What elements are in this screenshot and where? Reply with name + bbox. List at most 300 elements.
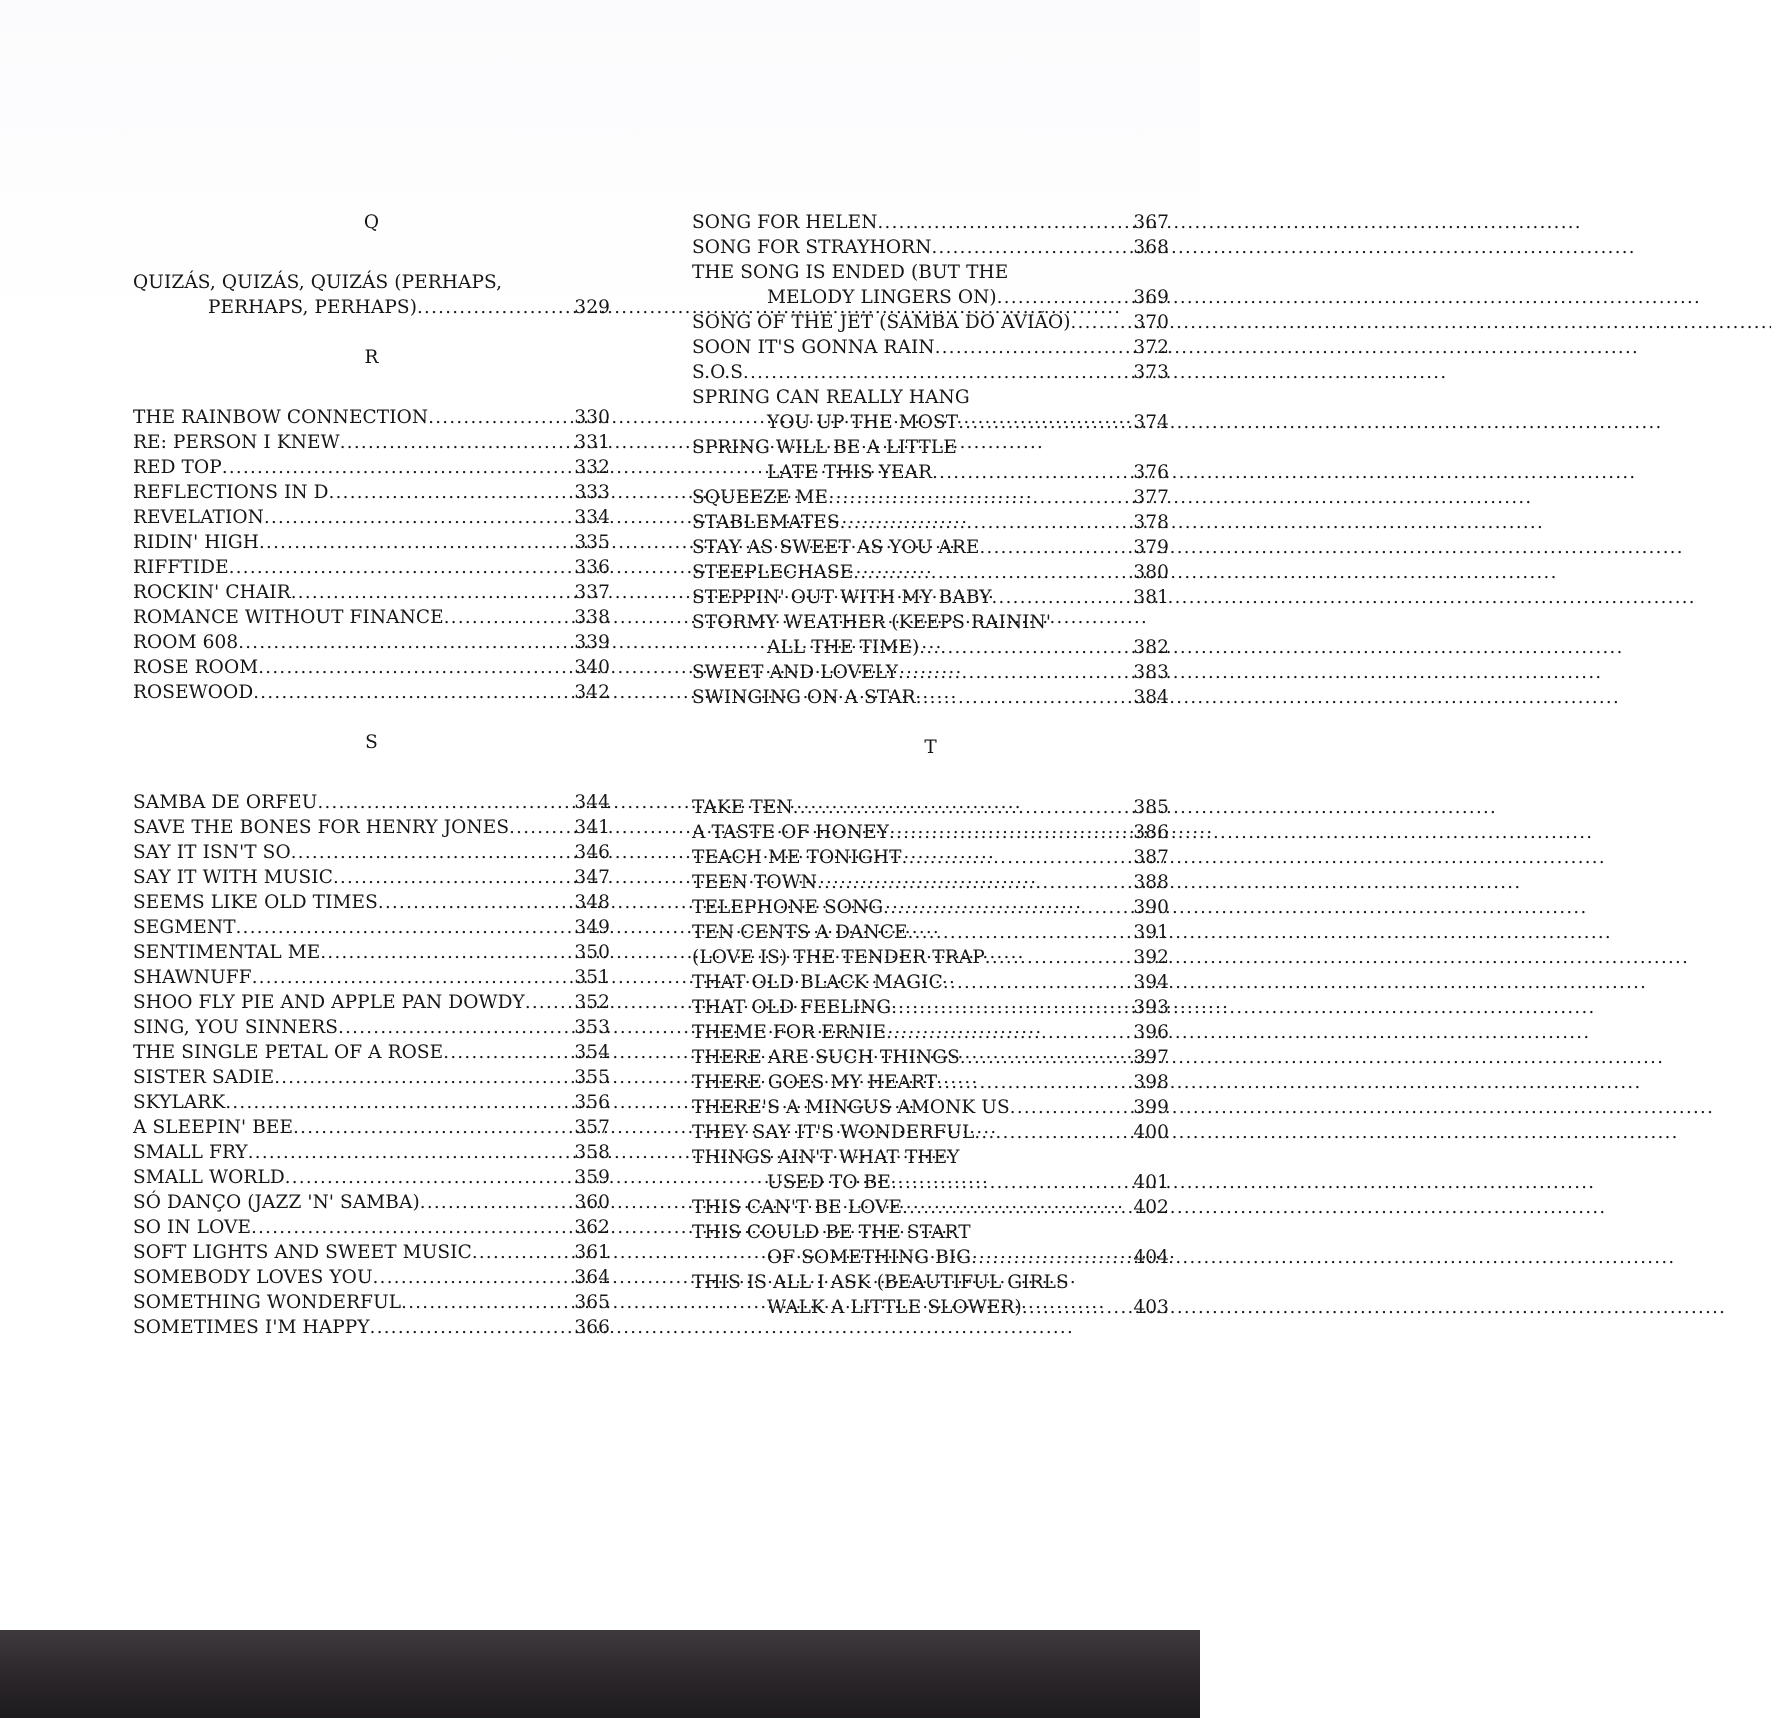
index-entry-line	[692, 1295, 1169, 1320]
song-title: SWEET AND LOVELY	[692, 662, 899, 683]
page-number: 356	[574, 1092, 610, 1113]
song-title: ROSE ROOM	[133, 657, 259, 678]
song-title: ROMANCE WITHOUT FINANCE	[133, 607, 444, 628]
dot-leader	[992, 585, 1133, 610]
index-entry-line	[692, 1170, 1169, 1195]
song-title: SENTIMENTAL ME	[133, 942, 321, 963]
index-entry-line	[133, 580, 610, 605]
dot-leader	[902, 1195, 1132, 1220]
song-title: A TASTE OF HONEY	[692, 822, 890, 843]
scan-bottom-edge	[0, 1630, 1200, 1718]
song-title: THINGS AIN'T WHAT THEY	[692, 1147, 960, 1168]
page-number: 329	[574, 297, 610, 318]
index-entry-line	[133, 865, 610, 890]
index-entry	[692, 235, 1169, 260]
dot-leader	[883, 895, 1132, 920]
dot-leader	[222, 455, 574, 480]
index-entry-line	[692, 945, 1169, 970]
index-entry-line	[133, 965, 610, 990]
song-title: SAVE THE BONES FOR HENRY JONES	[133, 817, 510, 838]
song-title: ROOM 608	[133, 632, 239, 653]
dot-leader	[340, 430, 574, 455]
index-entry-line	[133, 1165, 610, 1190]
song-title: THIS CAN'T BE LOVE	[692, 1197, 903, 1218]
index-entry-line	[133, 1065, 610, 1090]
page-number: 337	[574, 582, 610, 603]
dot-leader	[974, 1120, 1132, 1145]
page-number: 381	[1133, 587, 1169, 608]
index-entry-line	[133, 605, 610, 630]
dot-leader	[1022, 1295, 1133, 1320]
index-entry-line	[692, 235, 1169, 260]
index-entry-line	[133, 940, 610, 965]
index-entry-line	[692, 535, 1169, 560]
page-number: 365	[574, 1292, 610, 1313]
song-title: LATE THIS YEAR	[767, 462, 933, 483]
index-entry	[133, 1165, 610, 1190]
index-entry	[692, 920, 1169, 945]
dot-leader	[817, 870, 1132, 895]
song-title: SEEMS LIKE OLD TIMES	[133, 892, 378, 913]
index-entry-line	[692, 795, 1169, 820]
song-title: OF SOMETHING BIG	[767, 1247, 972, 1268]
index-entry	[133, 990, 610, 1015]
song-title: SOON IT'S GONNA RAIN	[692, 337, 935, 358]
dot-leader	[853, 560, 1132, 585]
index-entry	[133, 580, 610, 605]
index-entry-line	[692, 1220, 1169, 1245]
dot-leader	[980, 535, 1133, 560]
page-number: 340	[574, 657, 610, 678]
page-number: 379	[1133, 537, 1169, 558]
page-number: 334	[574, 507, 610, 528]
index-entry-line	[133, 790, 610, 815]
song-title: RIFFTIDE	[133, 557, 229, 578]
page-number: 338	[574, 607, 610, 628]
section-spacer	[133, 235, 610, 270]
section-letter: Q	[363, 212, 380, 233]
index-entry-line	[133, 890, 610, 915]
page-number: 370	[1133, 312, 1169, 333]
index-entry	[133, 965, 610, 990]
dot-leader	[1071, 310, 1133, 335]
index-entry	[133, 655, 610, 680]
song-title: ROCKIN' CHAIR	[133, 582, 291, 603]
page-number: 348	[574, 892, 610, 913]
dot-leader	[509, 815, 573, 840]
index-entry-line	[133, 1015, 610, 1040]
dot-leader	[985, 945, 1133, 970]
page-number: 377	[1133, 487, 1169, 508]
index-entry-line	[692, 510, 1169, 535]
index-entry	[133, 840, 610, 865]
index-entry-line	[133, 555, 610, 580]
index-entry	[133, 1190, 610, 1215]
dot-leader	[238, 630, 573, 655]
index-entry-line	[133, 1215, 610, 1240]
page-number: 346	[574, 842, 610, 863]
song-title: SPRING WILL BE A LITTLE	[692, 437, 957, 458]
page-number: 399	[1133, 1097, 1169, 1118]
index-entry	[692, 1270, 1169, 1320]
index-entry-line	[133, 1290, 610, 1315]
index-entry	[133, 555, 610, 580]
dot-leader	[919, 635, 1132, 660]
index-entry	[133, 455, 610, 480]
index-entry-line	[692, 995, 1169, 1020]
page-number: 390	[1133, 897, 1169, 918]
song-title: SKYLARK	[133, 1092, 226, 1113]
index-entry-line	[692, 385, 1169, 410]
dot-leader	[248, 1140, 574, 1165]
dot-leader	[743, 360, 1132, 385]
song-title: SWINGING ON A STAR	[692, 687, 916, 708]
index-entry	[133, 530, 610, 555]
dot-leader	[935, 335, 1133, 360]
dot-leader	[264, 505, 573, 530]
index-entry	[692, 1070, 1169, 1095]
index-entry	[133, 480, 610, 505]
song-title: THEME FOR ERNIE	[692, 1022, 887, 1043]
dot-leader	[252, 965, 574, 990]
index-entry-line	[692, 1270, 1169, 1295]
index-entry-line	[133, 530, 610, 555]
song-title: SOMEBODY LOVES YOU	[133, 1267, 373, 1288]
section-spacer	[133, 370, 610, 405]
index-entry-line	[692, 335, 1169, 360]
index-entry	[133, 815, 610, 840]
song-title: STEEPLECHASE	[692, 562, 854, 583]
song-title: STEPPIN' OUT WITH MY BABY	[692, 587, 992, 608]
index-entry-line	[692, 820, 1169, 845]
index-entry	[692, 660, 1169, 685]
dot-leader	[902, 845, 1133, 870]
page-number: 341	[574, 817, 610, 838]
dot-leader	[960, 1045, 1132, 1070]
page-number: 353	[574, 1017, 610, 1038]
index-entry-line	[692, 660, 1169, 685]
dot-leader	[525, 990, 574, 1015]
song-title: REVELATION	[133, 507, 264, 528]
index-entry-line	[692, 1120, 1169, 1145]
song-title: THERE GOES MY HEART	[692, 1072, 938, 1093]
dot-leader	[840, 510, 1133, 535]
page-number: 349	[574, 917, 610, 938]
song-title: SMALL FRY	[133, 1142, 248, 1163]
song-title: SING, YOU SINNERS	[133, 1017, 339, 1038]
song-title: SHAWNUFF	[133, 967, 252, 988]
index-entry	[692, 970, 1169, 995]
page-number: 396	[1133, 1022, 1169, 1043]
index-entry	[133, 1265, 610, 1290]
index-entry-line	[133, 1140, 610, 1165]
song-title: SOFT LIGHTS AND SWEET MUSIC	[133, 1242, 472, 1263]
dot-leader	[472, 1240, 574, 1265]
index-entry-line	[133, 480, 610, 505]
index-entry-line	[692, 685, 1169, 710]
page-number: 368	[1133, 237, 1169, 258]
page-number: 354	[574, 1042, 610, 1063]
song-title: THERE'S A MINGUS AMONK US	[692, 1097, 1010, 1118]
song-title: THE SINGLE PETAL OF A ROSE	[133, 1042, 444, 1063]
index-entry	[133, 1215, 610, 1240]
dot-leader	[898, 660, 1132, 685]
section-spacer	[692, 710, 1169, 735]
dot-leader	[428, 405, 573, 430]
song-title: TEEN TOWN	[692, 872, 818, 893]
song-title: THEY SAY IT'S WONDERFUL	[692, 1122, 975, 1143]
dot-leader	[291, 840, 574, 865]
index-entry	[692, 1195, 1169, 1220]
index-entry-line	[133, 815, 610, 840]
index-entry-line	[692, 845, 1169, 870]
index-entry-line	[692, 635, 1169, 660]
dot-leader	[420, 1190, 574, 1215]
index-entry	[133, 630, 610, 655]
dot-leader	[317, 790, 573, 815]
song-title: RE: PERSON I KNEW	[133, 432, 340, 453]
dot-leader	[828, 485, 1132, 510]
index-entry	[692, 995, 1169, 1020]
index-entry	[692, 1045, 1169, 1070]
index-entry-line	[133, 295, 610, 320]
index-entry	[133, 1115, 610, 1140]
page-number: 344	[574, 792, 610, 813]
section-letter: R	[364, 347, 379, 368]
right-index-column	[692, 210, 1169, 1320]
page-number: 336	[574, 557, 610, 578]
page-number: 388	[1133, 872, 1169, 893]
index-entry	[133, 1315, 610, 1340]
index-entry-line	[692, 1195, 1169, 1220]
index-entry	[692, 335, 1169, 360]
index-entry	[692, 795, 1169, 820]
index-entry-line	[692, 1245, 1169, 1270]
index-entry	[692, 845, 1169, 870]
index-entry-line	[692, 895, 1169, 920]
song-title: THIS IS ALL I ASK (BEAUTIFUL GIRLS	[692, 1272, 1069, 1293]
index-entry	[133, 1040, 610, 1065]
index-entry	[133, 1290, 610, 1315]
index-entry	[133, 505, 610, 530]
song-title: SOMETIMES I'M HAPPY	[133, 1317, 370, 1338]
song-title: RED TOP	[133, 457, 222, 478]
dot-leader	[958, 410, 1132, 435]
index-entry	[692, 945, 1169, 970]
song-title: PERHAPS, PERHAPS)	[208, 297, 418, 318]
index-entry-line	[133, 655, 610, 680]
index-entry-line	[133, 1240, 610, 1265]
page-number: 404	[1133, 1247, 1169, 1268]
song-title: SISTER SADIE	[133, 1067, 275, 1088]
index-entry	[692, 485, 1169, 510]
index-entry-line	[692, 1095, 1169, 1120]
song-title: YOU UP THE MOST	[767, 412, 959, 433]
index-entry-line	[692, 310, 1169, 335]
index-entry	[692, 1120, 1169, 1145]
index-entry-line	[692, 485, 1169, 510]
song-title: A SLEEPIN' BEE	[133, 1117, 294, 1138]
song-title: SÓ DANÇO (JAZZ 'N' SAMBA)	[133, 1192, 420, 1213]
index-entry	[692, 1095, 1169, 1120]
index-entry-line	[133, 505, 610, 530]
dot-leader	[251, 1215, 573, 1240]
section-spacer	[133, 705, 610, 730]
song-title: SOMETHING WONDERFUL	[133, 1292, 402, 1313]
dot-leader	[333, 865, 573, 890]
index-entry	[692, 535, 1169, 560]
left-index-column	[133, 210, 610, 1340]
dot-leader	[378, 890, 573, 915]
song-title: REFLECTIONS IN D	[133, 482, 329, 503]
index-entry-line	[692, 210, 1169, 235]
index-entry-line	[692, 970, 1169, 995]
page-number: 339	[574, 632, 610, 653]
index-entry	[133, 1015, 610, 1040]
song-title: STAY AS SWEET AS YOU ARE	[692, 537, 980, 558]
index-entry	[133, 430, 610, 455]
song-title: WALK A LITTLE SLOWER)	[767, 1297, 1022, 1318]
dot-leader	[971, 1245, 1132, 1270]
page-number: 347	[574, 867, 610, 888]
page-number: 378	[1133, 512, 1169, 533]
song-title: STORMY WEATHER (KEEPS RAININ'	[692, 612, 1052, 633]
song-title: SONG FOR STRAYHORN	[692, 237, 932, 258]
index-entry-line	[133, 1315, 610, 1340]
index-entry-line	[133, 405, 610, 430]
index-entry-line	[692, 360, 1169, 385]
index-entry	[692, 435, 1169, 485]
page-number: 359	[574, 1167, 610, 1188]
page-number: 350	[574, 942, 610, 963]
index-entry	[133, 1240, 610, 1265]
dot-leader	[225, 1090, 573, 1115]
index-entry-line	[133, 840, 610, 865]
dot-leader	[1010, 1095, 1133, 1120]
page-number: 360	[574, 1192, 610, 1213]
song-title: THE RAINBOW CONNECTION	[133, 407, 429, 428]
song-title: SMALL WORLD	[133, 1167, 285, 1188]
page-number: 357	[574, 1117, 610, 1138]
page-number: 392	[1133, 947, 1169, 968]
page-number: 391	[1133, 922, 1169, 943]
dot-leader	[291, 580, 574, 605]
song-title: SHOO FLY PIE AND APPLE PAN DOWDY	[133, 992, 525, 1013]
song-title: THAT OLD BLACK MAGIC	[692, 972, 943, 993]
page-number: 400	[1133, 1122, 1169, 1143]
section-spacer	[133, 320, 610, 345]
page-number: 398	[1133, 1072, 1169, 1093]
index-entry	[133, 865, 610, 890]
index-entry-line	[133, 1265, 610, 1290]
index-entry	[692, 610, 1169, 660]
section-spacer	[133, 755, 610, 790]
song-title: S.O.S	[692, 362, 744, 383]
dot-leader	[932, 460, 1132, 485]
index-entry-line	[692, 435, 1169, 460]
dot-leader	[878, 210, 1133, 235]
song-title: SONG FOR HELEN	[692, 212, 878, 233]
index-entry-line	[692, 1145, 1169, 1170]
page-number: 342	[574, 682, 610, 703]
index-entry-line	[692, 460, 1169, 485]
song-title: SQUEEZE ME	[692, 487, 829, 508]
index-entry-line	[133, 680, 610, 705]
index-entry-line	[692, 920, 1169, 945]
dot-leader	[370, 1315, 574, 1340]
dot-leader	[329, 480, 574, 505]
index-entry	[133, 890, 610, 915]
song-title: ALL THE TIME)	[767, 637, 920, 658]
index-entry-line	[133, 1040, 610, 1065]
song-title: THAT OLD FEELING	[692, 997, 892, 1018]
dot-leader	[285, 1165, 574, 1190]
song-title: SEGMENT	[133, 917, 236, 938]
song-title: SAY IT ISN'T SO	[133, 842, 291, 863]
page-number: 401	[1133, 1172, 1169, 1193]
dot-leader	[401, 1290, 573, 1315]
dot-leader	[293, 1115, 573, 1140]
dot-leader	[229, 555, 574, 580]
page-number: 366	[574, 1317, 610, 1338]
index-entry	[692, 895, 1169, 920]
index-entry-line	[692, 260, 1169, 285]
index-entry-line	[133, 915, 610, 940]
index-entry	[692, 685, 1169, 710]
index-entry	[692, 560, 1169, 585]
page-number: 358	[574, 1142, 610, 1163]
song-title: SAY IT WITH MUSIC	[133, 867, 333, 888]
page-number: 393	[1133, 997, 1169, 1018]
page-number: 362	[574, 1217, 610, 1238]
index-entry-line	[692, 870, 1169, 895]
dot-leader	[444, 605, 574, 630]
dot-leader	[916, 685, 1133, 710]
page-number: 373	[1133, 362, 1169, 383]
page-number: 402	[1133, 1197, 1169, 1218]
page-number: 352	[574, 992, 610, 1013]
song-title: TEN CENTS A DANCE	[692, 922, 908, 943]
index-entry	[692, 385, 1169, 435]
dot-leader	[274, 1065, 573, 1090]
page-number: 386	[1133, 822, 1169, 843]
song-title: RIDIN' HIGH	[133, 532, 259, 553]
index-entry-line	[692, 1045, 1169, 1070]
index-entry	[133, 1065, 610, 1090]
index-entry-line	[133, 1090, 610, 1115]
index-entry	[133, 1140, 610, 1165]
index-entry	[133, 270, 610, 320]
index-entry	[692, 870, 1169, 895]
dot-leader	[258, 655, 573, 680]
page-number: 331	[574, 432, 610, 453]
index-entry	[692, 260, 1169, 310]
page-number: 376	[1133, 462, 1169, 483]
dot-leader	[320, 940, 573, 965]
section-letter: S	[365, 732, 378, 753]
index-entry	[133, 915, 610, 940]
index-entry	[133, 1090, 610, 1115]
page-number: 403	[1133, 1297, 1169, 1318]
dot-leader	[417, 295, 573, 320]
page-number: 380	[1133, 562, 1169, 583]
dot-leader	[236, 915, 574, 940]
index-entry	[133, 405, 610, 430]
page-number: 361	[574, 1242, 610, 1263]
page-number: 394	[1133, 972, 1169, 993]
index-entry	[692, 1220, 1169, 1270]
dot-leader	[373, 1265, 574, 1290]
